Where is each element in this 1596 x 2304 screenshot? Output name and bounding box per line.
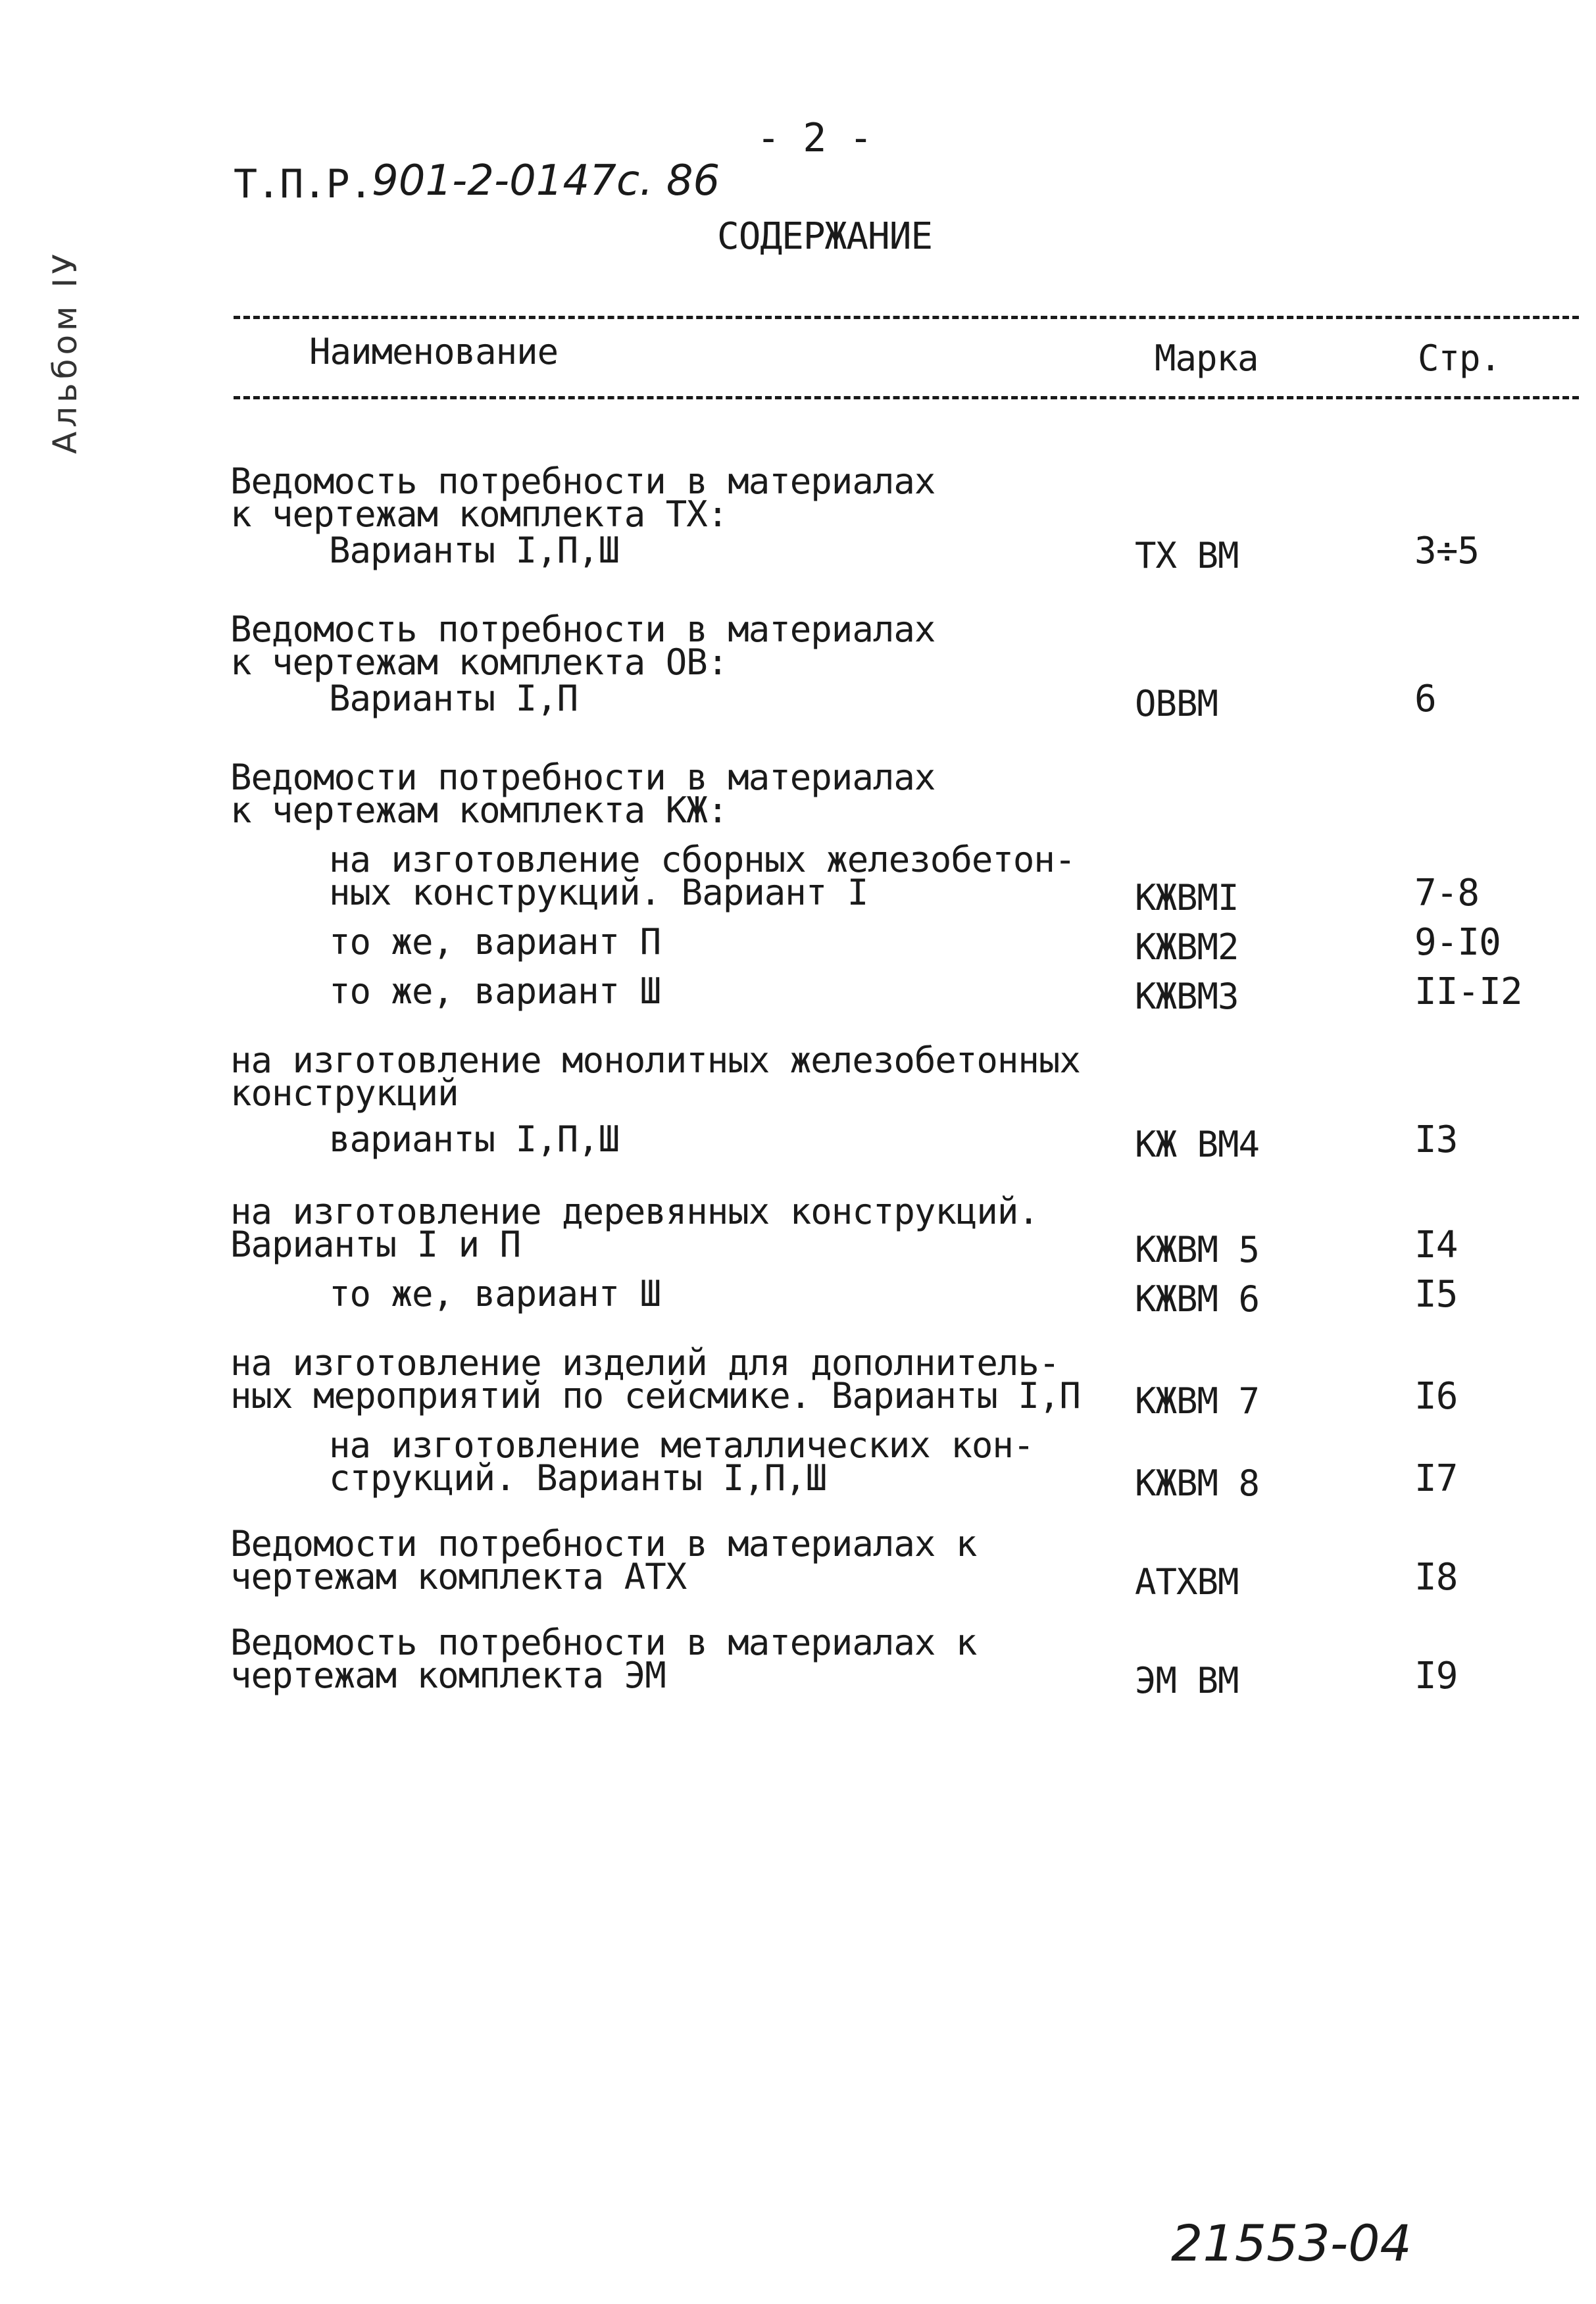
toc-row-name-line: к чертежам комплекта КЖ:: [230, 789, 728, 831]
toc-row-mark: КЖВМI: [1135, 877, 1239, 918]
toc-row-page: 7-8: [1414, 872, 1480, 914]
toc-row-name-line: ных мероприятий по сейсмике. Варианты I,П: [230, 1375, 1080, 1416]
toc-row-mark: КЖВМ 7: [1135, 1380, 1260, 1422]
toc-row-name-line: на изготовление деревянных конструкций.: [230, 1191, 1039, 1232]
toc-row-page: 9-I0: [1414, 921, 1501, 964]
toc-row-name-line: к чертежам комплекта ОВ:: [230, 641, 728, 683]
toc-row-name-line: Ведомость потребности в материалах: [230, 609, 935, 650]
footer-number: 21553-04: [1171, 2214, 1412, 2272]
toc-row-page: 6: [1414, 678, 1436, 720]
doc-code-prefix: Т.П.Р.: [234, 161, 372, 207]
toc-row-name-line: варианты I,П,Ш: [329, 1118, 620, 1160]
toc-row-page: I4: [1414, 1224, 1458, 1266]
header-mark: Марка: [1155, 338, 1259, 379]
toc-row-name-line: Ведомость потребности в материалах: [230, 461, 935, 502]
toc-row-name-line: ных конструкций. Вариант I: [329, 872, 868, 913]
toc-row-mark: ТХ ВМ: [1135, 535, 1239, 576]
album-label: Альбом IУ: [46, 250, 84, 454]
toc-row-name-line: чертежам комплекта ЭМ: [230, 1655, 666, 1696]
toc-row-page: I9: [1414, 1655, 1458, 1697]
toc-row-name-line: Ведомости потребности в материалах: [230, 757, 935, 798]
toc-row-mark: КЖВМ 5: [1135, 1229, 1260, 1270]
toc-row-name-line: на изготовление металлических кон-: [329, 1424, 1034, 1466]
toc-row-name-line: Варианты I,П: [329, 678, 578, 719]
toc-row-mark: КЖ ВМ4: [1135, 1124, 1260, 1165]
toc-row-mark: ЭМ ВМ: [1135, 1660, 1239, 1701]
toc-row-page: I3: [1414, 1118, 1458, 1161]
toc-row-name-line: Ведомости потребности в материалах к: [230, 1523, 977, 1565]
page-number: - 2 -: [757, 115, 872, 161]
toc-row-name-line: на изготовление монолитных железобетонных: [230, 1039, 1080, 1081]
toc-row-name-line: чертежам комплекта АТХ: [230, 1556, 687, 1597]
toc-row-name-line: Варианты I,П,Ш: [329, 530, 620, 571]
toc-row-mark: ОВВМ: [1135, 683, 1218, 724]
toc-row-name-line: Ведомость потребности в материалах к: [230, 1622, 977, 1663]
toc-row-page: I6: [1414, 1375, 1458, 1418]
toc-row-mark: КЖВМ3: [1135, 976, 1239, 1017]
toc-row-name-line: то же, вариант П: [329, 921, 661, 963]
toc-row-name-line: Варианты I и П: [230, 1224, 521, 1265]
toc-row-name-line: струкций. Варианты I,П,Ш: [329, 1457, 827, 1499]
toc-row-name-line: к чертежам комплекта ТХ:: [230, 493, 728, 535]
toc-row-name-line: на изготовление изделий для дополнитель-: [230, 1342, 1060, 1384]
toc-row-mark: КЖВМ 8: [1135, 1463, 1260, 1504]
header-page: Стр.: [1418, 338, 1501, 379]
doc-code-handwritten: 901-2-0147с. 86: [372, 157, 720, 205]
toc-row-mark: АТХВМ: [1135, 1561, 1239, 1603]
header-bottom-rule: [234, 396, 1579, 399]
header-top-rule: [234, 316, 1579, 319]
toc-row-name-line: на изготовление сборных железобетон-: [329, 839, 1076, 880]
toc-row-page: I5: [1414, 1273, 1458, 1316]
toc-row-mark: КЖВМ2: [1135, 926, 1239, 968]
toc-row-page: 3÷5: [1414, 530, 1480, 572]
toc-row-page: I7: [1414, 1457, 1458, 1500]
toc-row-mark: КЖВМ 6: [1135, 1278, 1260, 1320]
toc-row-page: II-I2: [1414, 970, 1522, 1013]
header-name: Наименование: [309, 331, 559, 372]
toc-row-name-line: то же, вариант Ш: [329, 970, 661, 1012]
toc-row-name-line: то же, вариант Ш: [329, 1273, 661, 1315]
page-title: СОДЕРЖАНИЕ: [717, 215, 933, 258]
toc-row-name-line: конструкций: [230, 1072, 459, 1114]
toc-row-page: I8: [1414, 1556, 1458, 1599]
